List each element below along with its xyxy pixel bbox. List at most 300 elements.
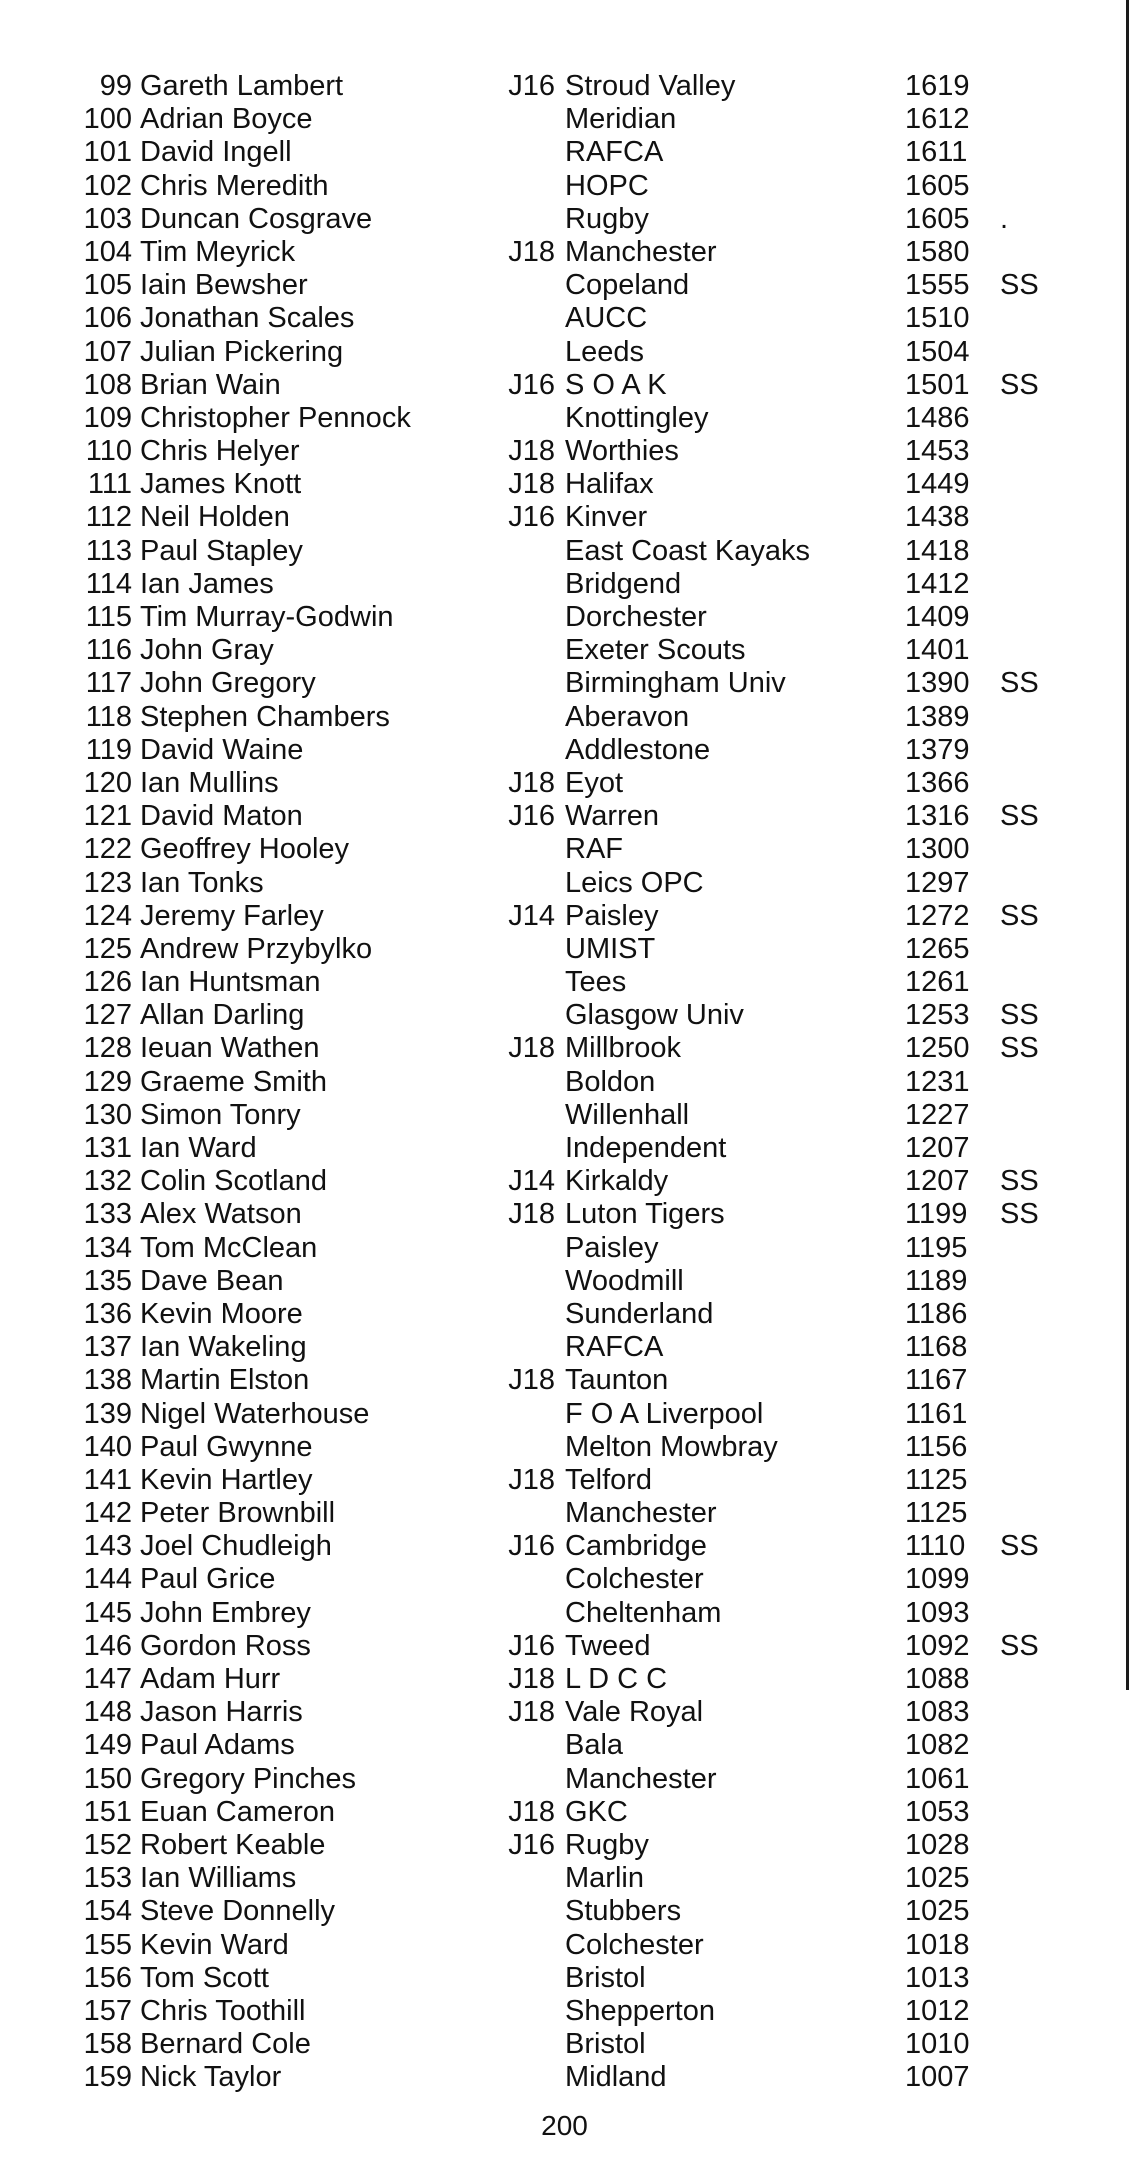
club-name: Sunderland [565,1297,714,1330]
ranking-row [0,1331,1129,1364]
club-name: UMIST [565,932,656,965]
ranking-points: 1390 [905,667,970,700]
club-name: Glasgow Univ [565,999,744,1032]
club-name: Exeter Scouts [565,634,746,667]
ranking-row [0,1862,1129,1895]
club-name: Independent [565,1132,727,1164]
competitor-name: Geoffrey Hooley [140,833,350,866]
competitor-name: Jason Harris [140,1696,303,1729]
rank-number: 146 [83,1629,132,1662]
ranking-row [0,833,1129,866]
club-name: RAFCA [565,1331,664,1364]
competitor-name: Ian Huntsman [140,966,321,999]
ranking-points: 1611 [905,136,968,169]
competitor-name: Chris Helyer [140,435,300,468]
ranking-points: 1409 [905,601,970,633]
competitor-name: Ieuan Wathen [140,1032,320,1065]
competitor-name: Gordon Ross [140,1629,311,1662]
ranking-points: 1605 [905,169,970,202]
age-category: J18 [508,435,555,468]
competitor-name: Chris Meredith [140,169,329,202]
competitor-name: Chris Toothill [140,1994,306,2027]
club-name: Bala [565,1729,624,1762]
ranking-points: 1161 [905,1397,968,1430]
ranking-points: 1007 [905,2061,970,2094]
competitor-name: Jonathan Scales [140,302,355,335]
club-name: S O A K [565,368,667,401]
club-name: Midland [565,2061,667,2094]
ranking-points: 1412 [905,567,970,600]
rankings-list [0,70,1129,2094]
ranking-row [0,269,1129,302]
age-category: J16 [508,800,555,833]
rank-number: 142 [83,1497,132,1530]
ranking-points: 1418 [905,534,970,567]
club-name: East Coast Kayaks [565,534,810,567]
competitor-name: David Maton [140,800,303,833]
club-name: Woodmill [565,1264,684,1297]
club-name: F O A Liverpool [565,1397,764,1430]
page-number: 200 [541,2110,588,2141]
age-category: J18 [508,235,555,268]
competitor-name: Iain Bewsher [140,269,308,302]
rank-number: 110 [85,435,132,468]
rank-number: 139 [83,1397,132,1430]
club-name: Warren [565,800,659,833]
ranking-row [0,2061,1129,2094]
ranking-row [0,136,1129,169]
ranking-row [0,667,1129,700]
competitor-name: Kevin Hartley [140,1463,313,1496]
club-name: Paisley [565,899,659,932]
rank-number: 105 [83,269,132,302]
rank-number: 131 [83,1132,132,1164]
ranking-points: 1093 [905,1596,970,1629]
club-name: Birmingham Univ [565,667,786,700]
rank-number: 125 [83,932,132,965]
club-name: Meridian [565,103,677,136]
club-name: Manchester [565,1762,717,1795]
age-category: J18 [508,1364,555,1397]
ranking-points: 1092 [905,1629,970,1662]
club-name: Taunton [565,1364,669,1397]
competitor-name: Ian James [140,567,274,600]
ranking-points: 1168 [905,1331,968,1364]
rank-number: 116 [85,634,132,667]
rank-number: 101 [83,136,132,169]
competitor-name: Paul Stapley [140,534,303,567]
rank-number: 157 [83,1994,132,2027]
ranking-points: 1028 [905,1828,970,1861]
ranking-row [0,70,1129,103]
rank-number: 143 [83,1530,132,1563]
age-category: J18 [508,766,555,799]
ranking-points: 1227 [905,1098,970,1131]
ranking-points: 1025 [905,1895,970,1928]
ranking-points: 1605 [905,202,970,235]
ranking-points: 1486 [905,401,970,434]
ranking-row [0,999,1129,1032]
ranking-points: 1501 [905,368,970,401]
ranking-row [0,601,1129,634]
club-name: Cambridge [565,1530,707,1563]
age-category: J16 [508,368,555,401]
ranking-points: 1300 [905,833,970,866]
ranking-points: 1619 [905,70,970,102]
competitor-name: Nigel Waterhouse [140,1397,370,1430]
club-name: Telford [565,1463,653,1496]
ranking-row [0,1929,1129,1962]
rank-number: 123 [83,866,132,899]
competitor-name: Brian Wain [140,368,281,401]
club-name: Paisley [565,1231,659,1264]
ranking-points: 1083 [905,1696,970,1729]
competitor-name: Tom Scott [140,1961,269,1994]
age-category: J16 [508,1828,555,1861]
club-name: Marlin [565,1862,644,1895]
ranking-row [0,568,1129,601]
ranking-points: 1265 [905,932,970,965]
club-name: GKC [565,1795,628,1828]
club-name: Stroud Valley [565,70,736,102]
competitor-name: Graeme Smith [140,1065,327,1098]
competitor-name: Paul Grice [140,1563,276,1596]
competitor-name: Tim Meyrick [140,235,296,268]
ranking-points: 1125 [905,1463,968,1496]
rank-number: 147 [83,1663,132,1695]
competitor-name: Tom McClean [140,1231,318,1264]
club-name: Rugby [565,1828,649,1861]
ranking-points: 1389 [905,700,970,733]
ranking-points: 1261 [905,966,970,999]
ranking-points: 1099 [905,1563,970,1596]
club-name: Manchester [565,235,717,268]
ss-marker: SS [1000,368,1039,401]
rank-number: 145 [83,1596,132,1629]
rank-number: 127 [83,999,132,1032]
rank-number: 111 [87,468,132,501]
rank-number: 119 [85,733,132,766]
ranking-row [0,1829,1129,1862]
rank-number: 152 [83,1828,132,1861]
ranking-row [0,1663,1129,1696]
ranking-row [0,203,1129,236]
ss-marker: SS [1000,667,1039,700]
ranking-row [0,933,1129,966]
competitor-name: Simon Tonry [140,1098,301,1131]
competitor-name: Dave Bean [140,1264,284,1297]
ranking-points: 1231 [905,1065,970,1098]
ss-marker: SS [1000,899,1039,932]
ranking-row [0,336,1129,369]
competitor-name: Adrian Boyce [140,103,313,136]
ranking-row [0,634,1129,667]
ranking-row [0,1132,1129,1165]
competitor-name: Neil Holden [140,501,290,534]
ranking-row [0,1563,1129,1596]
ranking-points: 1088 [905,1663,970,1695]
rank-number: 137 [83,1331,132,1364]
ranking-points: 1125 [905,1497,968,1530]
age-category: J18 [508,468,555,501]
ranking-points: 1272 [905,899,970,932]
club-name: Bridgend [565,567,682,600]
competitor-name: Ian Wakeling [140,1331,307,1364]
ranking-points: 1379 [905,733,970,766]
competitor-name: James Knott [140,468,302,501]
competitor-name: Ian Williams [140,1862,297,1895]
ranking-points: 1250 [905,1032,970,1065]
ranking-row [0,1032,1129,1065]
competitor-name: Ian Ward [140,1132,257,1164]
age-category: J18 [508,1795,555,1828]
ranking-row [0,1298,1129,1331]
rank-number: 120 [83,766,132,799]
ranking-row [0,1165,1129,1198]
rank-number: 138 [83,1364,132,1397]
rank-number: 107 [83,335,132,368]
ranking-points: 1018 [905,1928,970,1961]
ranking-points: 1612 [905,103,970,136]
age-category: J18 [508,1463,555,1496]
ranking-points: 1207 [905,1132,970,1164]
ranking-points: 1504 [905,335,970,368]
rank-number: 109 [83,401,132,434]
competitor-name: Martin Elston [140,1364,310,1397]
ranking-row [0,1630,1129,1663]
competitor-name: Ian Mullins [140,766,279,799]
ranking-points: 1401 [905,634,970,667]
club-name: Bristol [565,2028,646,2061]
ranking-row [0,1464,1129,1497]
club-name: Knottingley [565,401,709,434]
ranking-row [0,103,1129,136]
ranking-row [0,501,1129,534]
club-name: Aberavon [565,700,690,733]
ranking-points: 1025 [905,1862,970,1895]
competitor-name: David Ingell [140,136,292,169]
ranking-row [0,1696,1129,1729]
competitor-name: Nick Taylor [140,2061,282,2094]
club-name: Leics OPC [565,866,704,899]
ranking-row [0,701,1129,734]
ranking-row [0,435,1129,468]
rank-number: 135 [83,1264,132,1297]
competitor-name: Steve Donnelly [140,1895,336,1928]
club-name: HOPC [565,169,649,202]
competitor-name: Gregory Pinches [140,1762,356,1795]
rank-number: 122 [83,833,132,866]
competitor-name: Duncan Cosgrave [140,202,373,235]
competitor-name: Adam Hurr [140,1663,281,1695]
competitor-name: David Waine [140,733,304,766]
age-category: J18 [508,1198,555,1231]
ranking-row [0,767,1129,800]
club-name: RAFCA [565,136,664,169]
ranking-row [0,1066,1129,1099]
rank-number: 154 [83,1895,132,1928]
ranking-points: 1110 [905,1530,966,1563]
rank-number: 133 [83,1198,132,1231]
ranking-row [0,800,1129,833]
ranking-row [0,1497,1129,1530]
ranking-points: 1013 [905,1961,970,1994]
competitor-name: Andrew Przybylko [140,932,373,965]
ranking-row [0,1364,1129,1397]
rank-number: 150 [83,1762,132,1795]
ss-marker: SS [1000,269,1039,302]
competitor-name: Kevin Ward [140,1928,289,1961]
rank-number: 158 [83,2028,132,2061]
ranking-row [0,1995,1129,2028]
age-category: J16 [508,1530,555,1563]
ranking-row [0,1962,1129,1995]
ranking-points: 1453 [905,435,970,468]
competitor-name: Tim Murray-Godwin [140,601,394,633]
ranking-points: 1510 [905,302,970,335]
rank-number: 153 [83,1862,132,1895]
club-name: AUCC [565,302,648,335]
rank-number: 149 [83,1729,132,1762]
club-name: Kirkaldy [565,1165,669,1198]
competitor-name: Bernard Cole [140,2028,311,2061]
age-category: J18 [508,1696,555,1729]
age-category: J16 [508,70,555,102]
club-name: L D C C [565,1663,668,1695]
club-name: Boldon [565,1065,656,1098]
club-name: Bristol [565,1961,646,1994]
ranking-points: 1199 [905,1198,968,1231]
rank-number: 148 [83,1696,132,1729]
club-name: Tees [565,966,627,999]
rank-number: 124 [83,899,132,932]
ss-marker: SS [1000,800,1039,833]
rank-number: 121 [83,800,132,833]
ranking-points: 1012 [905,1994,970,2027]
rank-number: 118 [85,700,132,733]
ss-marker: SS [1000,1530,1039,1563]
club-name: Millbrook [565,1032,682,1065]
club-name: Kinver [565,501,648,534]
rank-number: 104 [83,235,132,268]
club-name: Vale Royal [565,1696,704,1729]
ranking-row [0,1265,1129,1298]
rank-number: 100 [83,103,132,136]
ranking-row [0,1796,1129,1829]
ranking-row [0,236,1129,269]
rank-number: 132 [83,1165,132,1198]
competitor-name: Paul Gwynne [140,1430,313,1463]
club-name: Dorchester [565,601,707,633]
rank-number: 136 [83,1297,132,1330]
ranking-row [0,1530,1129,1563]
ranking-row [0,867,1129,900]
ranking-row [0,1763,1129,1796]
ss-marker: SS [1000,999,1039,1032]
rank-number: 117 [85,667,132,700]
competitor-name: Gareth Lambert [140,70,344,102]
ranking-row [0,468,1129,501]
competitor-name: Alex Watson [140,1198,302,1231]
rank-number: 102 [83,169,132,202]
rank-number: 159 [83,2061,132,2094]
competitor-name: Stephen Chambers [140,700,390,733]
rank-number: 151 [83,1795,132,1828]
ranking-row [0,535,1129,568]
ranking-row [0,1099,1129,1132]
club-name: Eyot [565,766,624,799]
ranking-points: 1186 [905,1297,968,1330]
competitor-name: Jeremy Farley [140,899,324,932]
rank-number: 156 [83,1961,132,1994]
ranking-row [0,1232,1129,1265]
competitor-name: Ian Tonks [140,866,264,899]
ranking-row [0,1729,1129,1762]
ss-marker: SS [1000,1198,1039,1231]
rank-number: 144 [83,1563,132,1596]
competitor-name: Euan Cameron [140,1795,336,1828]
ranking-points: 1156 [905,1430,968,1463]
age-category: J14 [508,1165,555,1198]
rank-number: 141 [83,1463,132,1496]
competitor-name: Christopher Pennock [140,401,411,434]
ranking-points: 1195 [905,1231,968,1264]
ss-marker: SS [1000,1032,1039,1065]
ranking-points: 1449 [905,468,970,501]
ss-marker: SS [1000,1629,1039,1662]
club-name: Worthies [565,435,679,468]
club-name: Colchester [565,1563,704,1596]
competitor-name: John Gregory [140,667,316,700]
rank-number: 128 [83,1032,132,1065]
ranking-row [0,734,1129,767]
ranking-row [0,1431,1129,1464]
ranking-row [0,2028,1129,2061]
ranking-points: 1167 [905,1364,968,1397]
ranking-points: 1061 [905,1762,970,1795]
rank-number: 106 [83,302,132,335]
ranking-points: 1253 [905,999,970,1032]
rank-number: 134 [83,1231,132,1264]
rank-number: 113 [85,534,132,567]
club-name: Shepperton [565,1994,715,2027]
club-name: Cheltenham [565,1596,722,1629]
competitor-name: Kevin Moore [140,1297,303,1330]
ranking-points: 1189 [905,1264,968,1297]
ranking-row [0,302,1129,335]
competitor-name: Robert Keable [140,1828,326,1861]
club-name: Willenhall [565,1098,690,1131]
ranking-row [0,1198,1129,1231]
ranking-points: 1010 [905,2028,970,2061]
club-name: Rugby [565,202,649,235]
club-name: Stubbers [565,1895,682,1928]
club-name: Leeds [565,335,645,368]
rank-number: 114 [85,567,132,600]
rank-number: 115 [85,601,132,633]
ranking-points: 1438 [905,501,970,534]
competitor-name: Paul Adams [140,1729,295,1762]
ranking-points: 1053 [905,1795,970,1828]
age-category: J18 [508,1032,555,1065]
ranking-row [0,1398,1129,1431]
competitor-name: Peter Brownbill [140,1497,336,1530]
ranking-points: 1297 [905,866,970,899]
ss-marker: . [1000,202,1009,235]
club-name: Melton Mowbray [565,1430,778,1463]
ranking-points: 1207 [905,1165,970,1198]
club-name: Tweed [565,1629,651,1662]
